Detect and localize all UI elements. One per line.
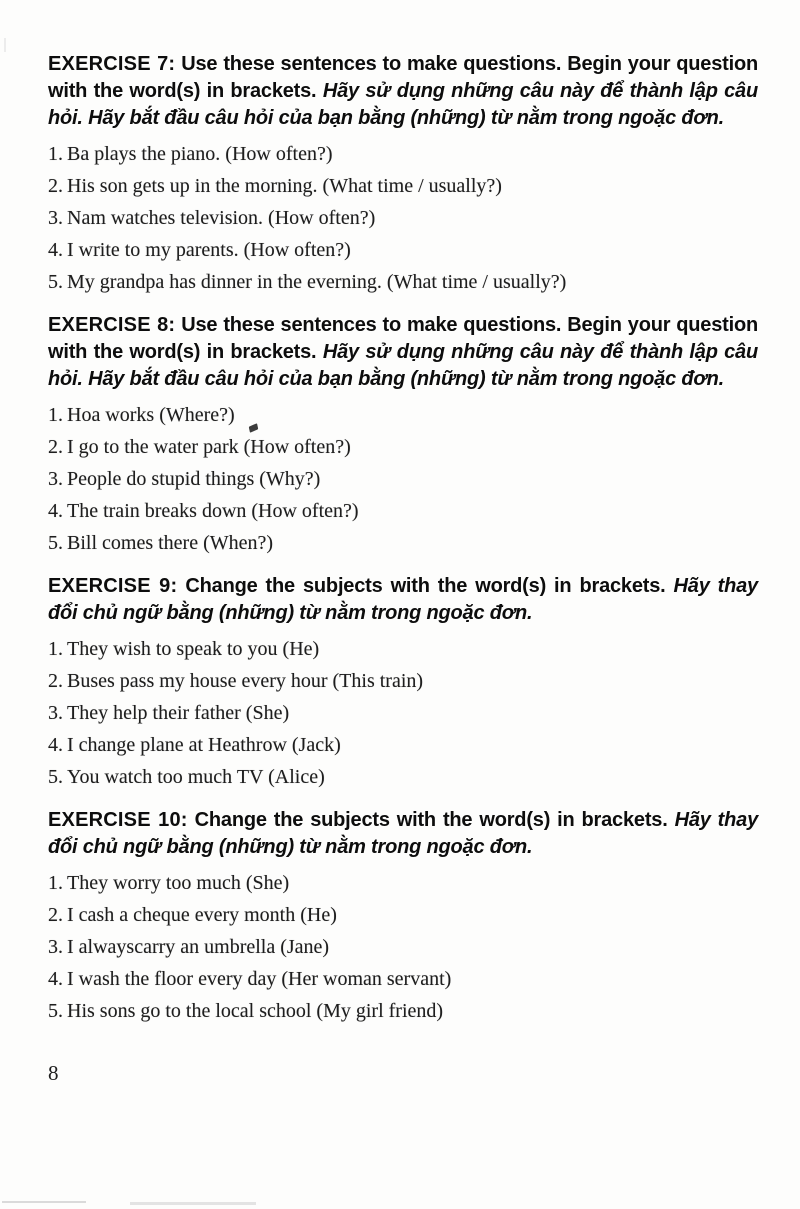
scan-artifact — [2, 1201, 86, 1203]
exercise-header — [48, 573, 758, 627]
item-text: My grandpa has dinner in the everning. (What time / usually?) — [67, 271, 567, 293]
item-number: 4. — [48, 968, 63, 990]
item-text: I wash the floor every day (Her woman servant) — [67, 968, 452, 990]
exercise-item — [48, 995, 758, 1027]
item-number: 5. — [48, 1000, 63, 1022]
item-number: 5. — [48, 766, 63, 788]
item-text: His sons go to the local school (My girl friend) — [67, 1000, 444, 1022]
item-text: I go to the water park (How often?) — [67, 436, 351, 458]
item-number: 1. — [48, 404, 63, 426]
exercise-item — [48, 527, 758, 559]
instruction-vietnamese: Hãy thay đổi chủ ngữ bằng (những) từ nằm trong ngoặc đơn. — [48, 575, 758, 624]
exercise-8-section — [48, 312, 758, 559]
item-text: They help their father (She) — [67, 702, 290, 724]
item-number: 3. — [48, 936, 63, 958]
exercise-item — [48, 867, 758, 899]
exercise-10-section — [48, 807, 758, 1027]
exercise-item — [48, 138, 758, 170]
exercise-item — [48, 697, 758, 729]
instruction-vietnamese: Hãy sử dụng những câu này để thành lập câu hỏi. Hãy bắt đầu câu hỏi của bạn bằng (những) từ nằm trong ngoặc đơn. — [48, 80, 758, 129]
item-number: 5. — [48, 532, 63, 554]
item-text: Hoa works (Where?) — [67, 404, 235, 426]
exercise-item — [48, 633, 758, 665]
exercise-item — [48, 234, 758, 266]
page-number: 8 — [48, 1061, 59, 1085]
item-text: His son gets up in the morning. (What time / usually?) — [67, 175, 502, 197]
item-text: You watch too much TV (Alice) — [67, 766, 325, 788]
exercise-title: EXERCISE 8: — [48, 314, 176, 336]
exercise-item — [48, 266, 758, 298]
item-text: The train breaks down (How often?) — [67, 500, 359, 522]
item-text: Bill comes there (When?) — [67, 532, 274, 554]
instruction-english: Change the subjects with the word(s) in brackets. — [185, 575, 666, 597]
exercise-header — [48, 312, 758, 393]
exercise-item — [48, 899, 758, 931]
item-text: I write to my parents. (How often?) — [67, 239, 351, 261]
item-number: 4. — [48, 734, 63, 756]
exercise-item-list — [48, 633, 758, 793]
exercise-7-section — [48, 51, 758, 298]
exercise-9-section — [48, 573, 758, 793]
exercise-item — [48, 729, 758, 761]
item-text: I change plane at Heathrow (Jack) — [67, 734, 341, 756]
item-text: Buses pass my house every hour (This train) — [67, 670, 424, 692]
exercise-item — [48, 665, 758, 697]
item-text: People do stupid things (Why?) — [67, 468, 321, 490]
item-number: 1. — [48, 872, 63, 894]
exercise-item — [48, 761, 758, 793]
item-number: 3. — [48, 207, 63, 229]
item-number: 1. — [48, 143, 63, 165]
exercise-item — [48, 431, 758, 463]
item-number: 5. — [48, 271, 63, 293]
item-number: 3. — [48, 702, 63, 724]
exercise-item — [48, 170, 758, 202]
item-text: Nam watches television. (How often?) — [67, 207, 376, 229]
scan-artifact — [130, 1202, 256, 1205]
exercise-item-list — [48, 138, 758, 298]
item-text: They worry too much (She) — [67, 872, 290, 894]
item-number: 1. — [48, 638, 63, 660]
exercise-item-list — [48, 399, 758, 559]
exercise-item — [48, 963, 758, 995]
item-number: 4. — [48, 239, 63, 261]
exercise-header — [48, 51, 758, 132]
instruction-english: Use these sentences to make questions. Begin your question with the word(s) in brackets. — [48, 53, 759, 102]
item-text: Ba plays the piano. (How often?) — [67, 143, 333, 165]
instruction-vietnamese: Hãy sử dụng những câu này để thành lập câu hỏi. Hãy bắt đầu câu hỏi của bạn bằng (những) từ nằm trong ngoặc đơn. — [48, 341, 758, 390]
exercise-item — [48, 463, 758, 495]
exercise-title: EXERCISE 10: — [48, 809, 188, 831]
instruction-english: Change the subjects with the word(s) in brackets. — [194, 809, 668, 831]
exercise-item — [48, 931, 758, 963]
exercise-item — [48, 202, 758, 234]
exercise-item — [48, 495, 758, 527]
item-number: 2. — [48, 904, 63, 926]
exercise-item-list — [48, 867, 758, 1027]
item-number: 4. — [48, 500, 63, 522]
instruction-english: Use these sentences to make questions. Begin your question with the word(s) in brackets. — [48, 314, 759, 363]
scan-artifact — [4, 38, 6, 52]
item-text: I cash a cheque every month (He) — [67, 904, 337, 926]
item-text: I alwayscarry an umbrella (Jane) — [67, 936, 330, 958]
item-text: They wish to speak to you (He) — [67, 638, 320, 660]
item-number: 2. — [48, 670, 63, 692]
instruction-vietnamese: Hãy thay đổi chủ ngữ bằng (những) từ nằm trong ngoặc đơn. — [48, 809, 759, 858]
exercise-item — [48, 399, 758, 431]
item-number: 2. — [48, 436, 63, 458]
exercise-title: EXERCISE 9: — [48, 575, 178, 597]
exercise-title: EXERCISE 7: — [48, 53, 176, 75]
item-number: 3. — [48, 468, 63, 490]
item-number: 2. — [48, 175, 63, 197]
exercise-header — [48, 807, 758, 861]
